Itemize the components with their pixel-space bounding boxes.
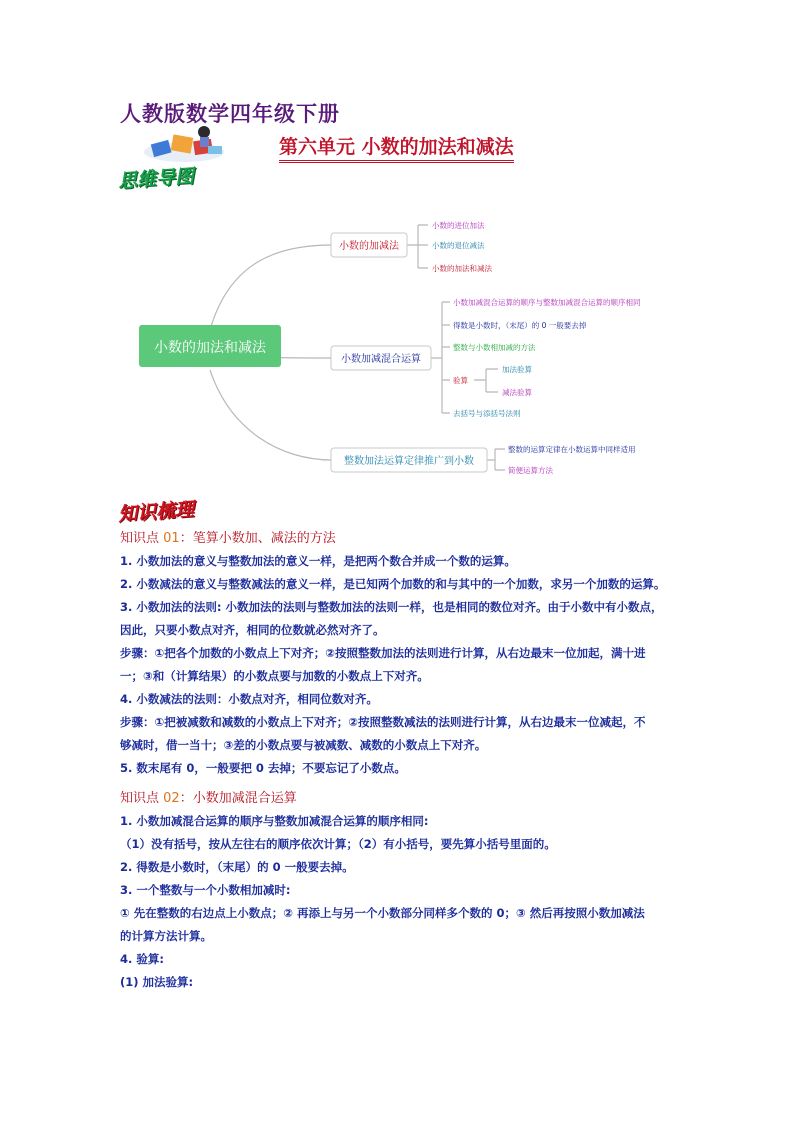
kp1-line-6: 一；③和（计算结果）的小数点要与加数的小数点上下对齐。	[120, 669, 429, 683]
leaf-check-1: 加法验算	[502, 365, 532, 374]
leaf-2-1: 小数加减混合运算的顺序与整数加减混合运算的顺序相同	[453, 298, 641, 307]
knowledge-label: 知识梳理	[117, 498, 195, 526]
mindmap	[0, 0, 794, 500]
leaf-2-4: 验算	[453, 376, 468, 385]
kp2-line-8: (1) 加法验算:	[120, 975, 194, 989]
kp2-line-3: 2. 得数是小数时，（末尾）的 0 一般要去掉。	[120, 860, 354, 874]
kp1-line-9: 够减时，借一当十；③差的小数点要与被减数、减数的小数点上下对齐。	[120, 738, 487, 752]
kp2-line-7: 4. 验算:	[120, 952, 164, 966]
kp2-line-2: （1）没有括号，按从左往右的顺序依次计算；（2）有小括号，要先算小括号里面的。	[120, 837, 556, 851]
leaf-1-1: 小数的进位加法	[432, 221, 485, 230]
kp1-line-10: 5. 数末尾有 0，一般要把 0 去掉；不要忘记了小数点。	[120, 761, 406, 775]
kp2-line-6: 的计算方法计算。	[120, 929, 212, 943]
kp1-title: ：笔算小数加、减法的方法	[179, 531, 336, 546]
leaf-1-3: 小数的加法和减法	[432, 264, 492, 273]
branch-2-label: 小数加减混合运算	[341, 354, 421, 365]
kp2-line-5: ① 先在整数的右边点上小数点；② 再添上与另一个小数部分同样多个数的 0；③ 然后再按照小数加减法	[120, 906, 645, 920]
leaf-3-2: 简便运算方法	[508, 466, 553, 475]
book-title: 人教版数学四年级下册	[120, 101, 340, 126]
knowledge-point-2	[120, 788, 680, 994]
kp1-number: 01	[163, 531, 180, 546]
kp1-prefix: 知识点	[120, 531, 164, 546]
kp2-number: 02	[163, 791, 180, 806]
leaf-2-3: 整数与小数相加减的方法	[453, 343, 536, 352]
leaf-2-2: 得数是小数时，（末尾）的 0 一般要去掉	[453, 321, 587, 330]
branch-1-label: 小数的加减法	[339, 241, 399, 252]
kp1-line-1: 1. 小数加法的意义与整数加法的意义一样，是把两个数合并成一个数的运算。	[120, 554, 516, 568]
leaf-check-2: 减法验算	[502, 388, 532, 397]
kp1-heading	[120, 528, 680, 550]
kp2-line-4: 3. 一个整数与一个小数相加减时:	[120, 883, 291, 897]
kp1-line-3: 3. 小数加法的法则: 小数加法的法则与整数加法的法则一样，也是相同的数位对齐。由于小数中有小数点，	[120, 600, 663, 614]
kp1-line-7: 4. 小数减法的法则：小数点对齐，相同位数对齐。	[120, 692, 378, 706]
unit-title: 第六单元 小数的加法和减法	[279, 132, 514, 163]
kp1-line-4: 因此，只要小数点对齐，相同的位数就必然对齐了。	[120, 623, 385, 637]
kp2-line-1: 1. 小数加减混合运算的顺序与整数加减混合运算的顺序相同:	[120, 814, 429, 828]
branch-3-label: 整数加法运算定律推广到小数	[344, 456, 474, 467]
knowledge-point-1	[120, 528, 680, 780]
leaf-1-2: 小数的退位减法	[432, 241, 485, 250]
kp1-line-8: 步骤：①把被减数和减数的小数点上下对齐；②按照整数减法的法则进行计算，从右边最末一位减起，不	[120, 715, 646, 729]
leaf-2-5: 去括号与添括号法则	[453, 409, 521, 418]
root-label: 小数的加法和减法	[154, 340, 266, 356]
kp2-title: ：小数加减混合运算	[179, 791, 297, 806]
kp2-prefix: 知识点	[120, 791, 164, 806]
mindmap-label: 思维导图	[117, 165, 195, 193]
kp1-line-2: 2. 小数减法的意义与整数减法的意义一样，是已知两个加数的和与其中的一个加数，求另一个加数的运算。	[120, 577, 666, 591]
kp1-line-5: 步骤：①把各个加数的小数点上下对齐；②按照整数加法的法则进行计算，从右边最末一位加起，满十进	[120, 646, 646, 660]
leaf-3-1: 整数的运算定律在小数运算中同样适用	[508, 445, 636, 454]
kp2-heading	[120, 788, 680, 810]
